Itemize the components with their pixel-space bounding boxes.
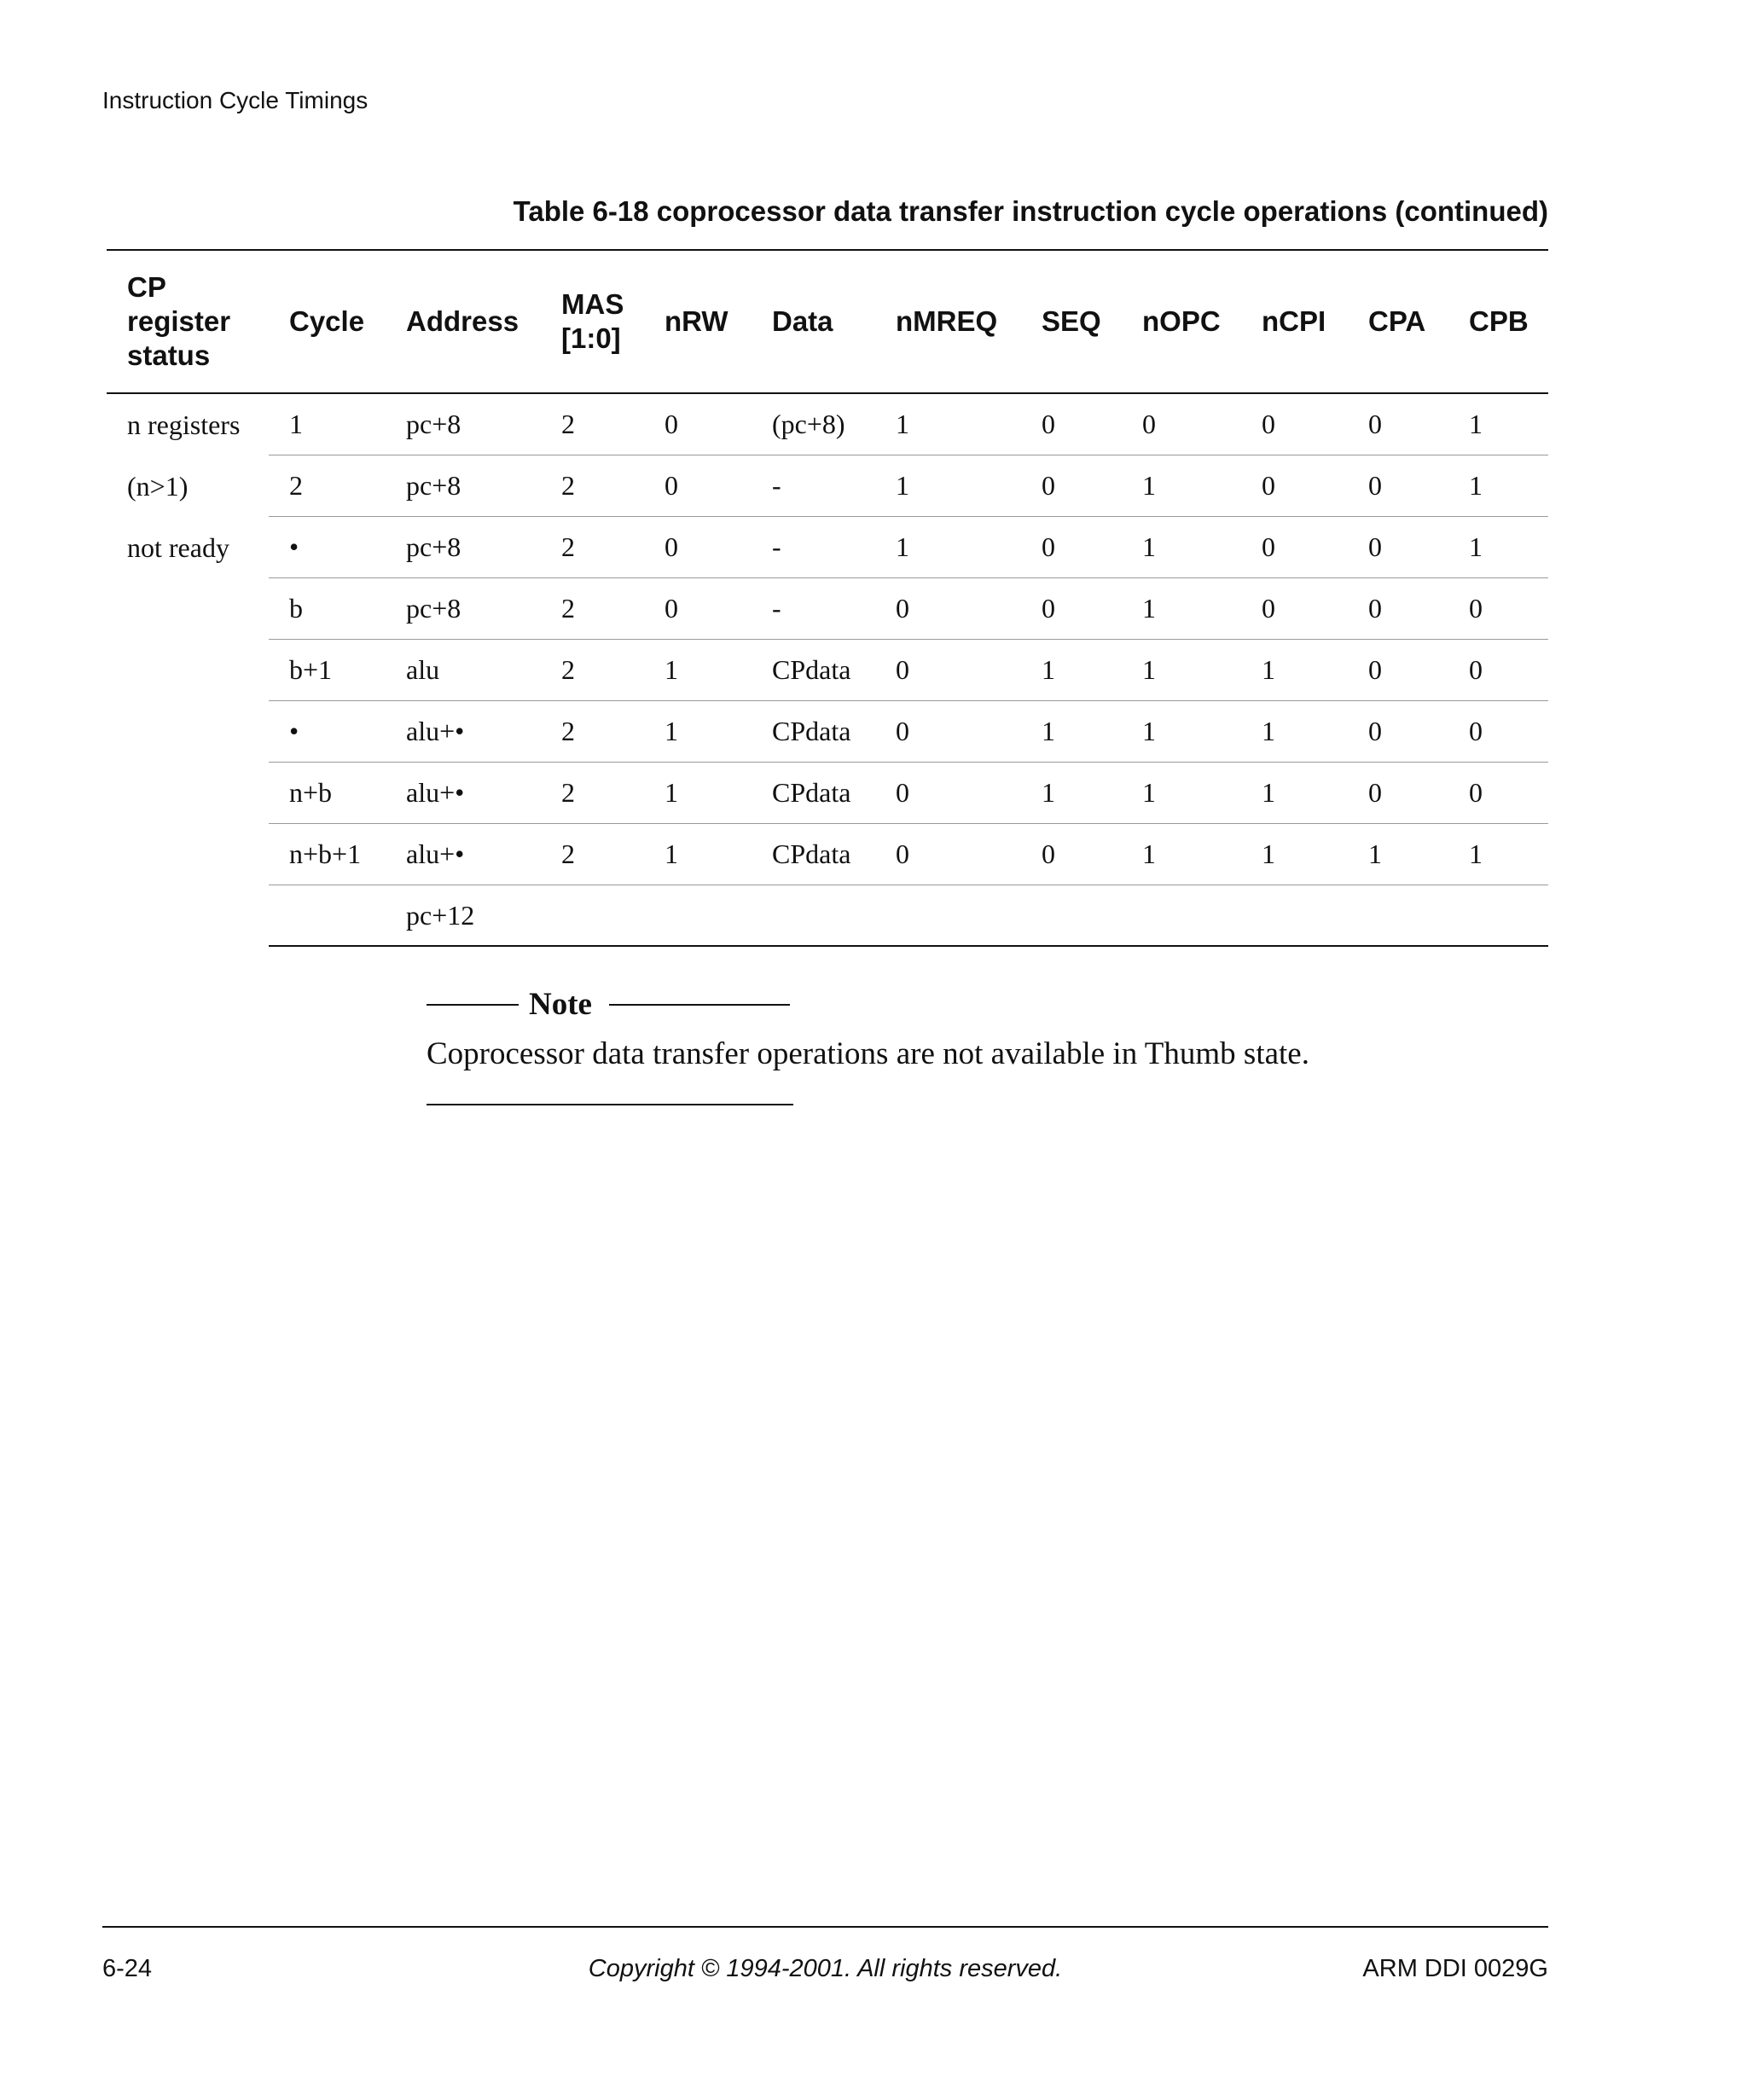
table-cell: 2: [541, 516, 644, 577]
table-cell: 0: [875, 639, 1021, 700]
table-cell: 1: [1448, 516, 1548, 577]
column-header-data: Data: [772, 305, 833, 337]
table-cell: CPdata: [752, 823, 875, 885]
table-cell: 1: [1021, 762, 1122, 823]
footer-copyright: Copyright © 1994-2001. All rights reserved.: [588, 1955, 1063, 1982]
table-cell: 1: [875, 455, 1021, 516]
table-cell: [1122, 885, 1241, 946]
column-header-nopc: nOPC: [1142, 305, 1221, 337]
table-cell: -: [752, 577, 875, 639]
table-cell: 1: [875, 393, 1021, 455]
table-cell: 0: [1348, 700, 1448, 762]
table-cell: 1: [1241, 700, 1348, 762]
table-cell: [269, 885, 386, 946]
table-cell: 0: [1448, 639, 1548, 700]
table-cell: n+b: [269, 762, 386, 823]
column-header-cycle: Cycle: [289, 305, 365, 337]
table-cell: 0: [1348, 577, 1448, 639]
table-cell: 0: [1021, 577, 1122, 639]
table-cell: 1: [644, 762, 752, 823]
page-footer: [102, 1952, 1548, 1986]
table-cell: •: [269, 516, 386, 577]
table-cell: 1: [1241, 639, 1348, 700]
table-body: [107, 393, 1548, 946]
table-cell: 0: [1021, 516, 1122, 577]
table-row: [107, 455, 1548, 516]
column-header-line: CP: [127, 271, 166, 303]
table-cell: pc+8: [386, 393, 541, 455]
footer-page-number: 6-24: [102, 1955, 153, 1982]
table-cell: [1348, 885, 1448, 946]
table-cell: pc+8: [386, 577, 541, 639]
table-cell: 2: [541, 393, 644, 455]
table-cell: 2: [541, 577, 644, 639]
column-header-line: register: [127, 305, 231, 337]
table-cell: [752, 885, 875, 946]
table-cell: 0: [1348, 516, 1448, 577]
table-cell: 0: [1021, 455, 1122, 516]
table-cell: n+b+1: [269, 823, 386, 885]
table-cell: CPdata: [752, 639, 875, 700]
table-cell: 0: [875, 823, 1021, 885]
table-cell: alu+•: [386, 823, 541, 885]
table-cell: 1: [1448, 393, 1548, 455]
footer-doc-id: ARM DDI 0029G: [1362, 1955, 1548, 1982]
table-cell: 0: [1021, 823, 1122, 885]
note-text: Coprocessor data transfer operations are not available in Thumb state.: [427, 1036, 1309, 1071]
table-cell: 1: [1448, 455, 1548, 516]
table-cell: 1: [875, 516, 1021, 577]
column-header-mas: [541, 250, 644, 393]
table-cell: 2: [541, 639, 644, 700]
column-header-cp-register-status: [107, 250, 269, 393]
table-cell: alu: [386, 639, 541, 700]
table-cell: 1: [1021, 700, 1122, 762]
table-cell: 1: [1348, 823, 1448, 885]
running-header: Instruction Cycle Timings: [102, 87, 369, 113]
table-cell: 0: [1448, 577, 1548, 639]
note-rule-left: [427, 1004, 519, 1006]
table-title: Table 6-18 coprocessor data transfer instruction cycle operations (continued): [513, 195, 1548, 227]
table-cell: 1: [1122, 577, 1241, 639]
status-line: n registers: [127, 409, 241, 440]
table-cell: 0: [1448, 762, 1548, 823]
table-cell: alu+•: [386, 700, 541, 762]
table-row: [107, 762, 1548, 823]
table-cell: 0: [644, 393, 752, 455]
note-heading: [427, 979, 1535, 1030]
table-cell: 0: [1448, 700, 1548, 762]
column-header-cpa: CPA: [1368, 305, 1426, 337]
table-cell: [1241, 885, 1348, 946]
column-header-address: Address: [406, 305, 519, 337]
note-rule-right: [609, 1004, 790, 1006]
table-cell: 1: [1021, 639, 1122, 700]
table-cell: 0: [1241, 516, 1348, 577]
status-line: not ready: [127, 532, 229, 563]
column-header-nmreq: nMREQ: [896, 305, 998, 337]
table-row: [107, 823, 1548, 885]
table-cell: 0: [875, 577, 1021, 639]
table-cell: 1: [1122, 700, 1241, 762]
column-header-nrw: nRW: [665, 305, 728, 337]
table-cell: 0: [1348, 762, 1448, 823]
table-cell: 1: [1448, 823, 1548, 885]
table-cell: 1: [1122, 455, 1241, 516]
column-header-line: MAS: [561, 288, 624, 320]
table-cell: 1: [644, 639, 752, 700]
table-cell: 0: [875, 762, 1021, 823]
column-header-line: [1:0]: [561, 322, 621, 354]
table-cell: 0: [1348, 393, 1448, 455]
column-header-cpb: CPB: [1469, 305, 1529, 337]
table-cell: 2: [541, 700, 644, 762]
table-cell: 1: [644, 700, 752, 762]
table-cell: 0: [644, 516, 752, 577]
table-cell: 0: [875, 700, 1021, 762]
table-cell: 2: [541, 762, 644, 823]
table-cell: 0: [1241, 577, 1348, 639]
footer-rule: [102, 1926, 1548, 1928]
table-cell: 1: [1122, 762, 1241, 823]
table-cell: 0: [1122, 393, 1241, 455]
table-cell: 1: [1122, 516, 1241, 577]
table-cell: 0: [1241, 393, 1348, 455]
column-header-line: status: [127, 339, 211, 371]
table-cell: [541, 885, 644, 946]
table-cell: (pc+8): [752, 393, 875, 455]
table-row: [107, 639, 1548, 700]
table-cell: alu+•: [386, 762, 541, 823]
column-header-seq: SEQ: [1042, 305, 1101, 337]
note-rule-bottom: [427, 1104, 793, 1105]
table-cell: 0: [1348, 455, 1448, 516]
table-cell: [1021, 885, 1122, 946]
note-block: [427, 979, 1535, 1105]
table-cell: 0: [644, 577, 752, 639]
table-cell: 1: [644, 823, 752, 885]
cycle-operations-table: [107, 249, 1548, 947]
table-cell: 0: [644, 455, 752, 516]
column-header-ncpi: nCPI: [1262, 305, 1326, 337]
table-row: [107, 885, 1548, 946]
table-header-row: [107, 250, 1548, 393]
cp-register-status-cell: [107, 393, 269, 946]
table-cell: [875, 885, 1021, 946]
table-cell: 2: [269, 455, 386, 516]
table-cell: CPdata: [752, 762, 875, 823]
table-cell: 2: [541, 455, 644, 516]
table-cell: [1448, 885, 1548, 946]
table-cell: 1: [1122, 823, 1241, 885]
table-cell: b: [269, 577, 386, 639]
table-cell: CPdata: [752, 700, 875, 762]
table-cell: b+1: [269, 639, 386, 700]
table-cell: -: [752, 516, 875, 577]
table-cell: 2: [541, 823, 644, 885]
table-cell: pc+8: [386, 516, 541, 577]
table-cell: pc+12: [386, 885, 541, 946]
table-cell: -: [752, 455, 875, 516]
table-cell: 1: [1122, 639, 1241, 700]
table-row: [107, 700, 1548, 762]
table-cell: •: [269, 700, 386, 762]
table-row: [107, 393, 1548, 455]
table-cell: 1: [269, 393, 386, 455]
table-row: [107, 516, 1548, 577]
table-row: [107, 577, 1548, 639]
table-cell: 0: [1021, 393, 1122, 455]
table-cell: 0: [1348, 639, 1448, 700]
status-line: (n>1): [127, 471, 189, 502]
table-cell: pc+8: [386, 455, 541, 516]
table-cell: 1: [1241, 823, 1348, 885]
note-label: Note: [529, 987, 592, 1022]
table-cell: [644, 885, 752, 946]
table-cell: 1: [1241, 762, 1348, 823]
table-cell: 0: [1241, 455, 1348, 516]
